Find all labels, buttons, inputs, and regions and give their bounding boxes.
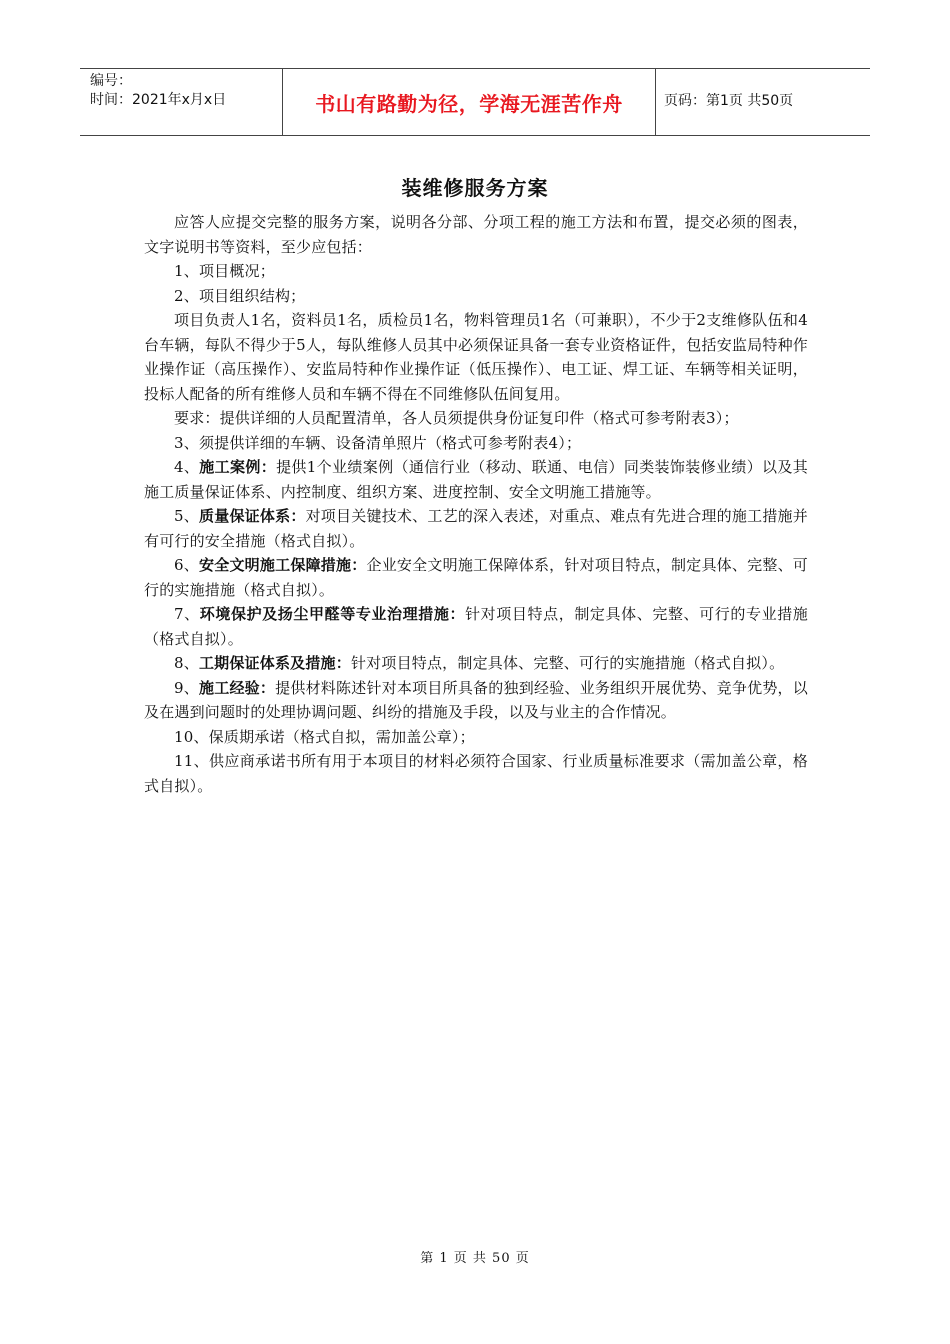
item-2: 2、项目组织结构； bbox=[174, 286, 306, 305]
item-8-label: 工期保证体系及措施： bbox=[198, 654, 351, 672]
item-4-text: 提供1个业绩案例（通信行业（移动、联通、电信）同类装饰装修业绩）以及其施工质量保证体系、内控制度、组织方案、进度控制、安全文明施工措施等。 bbox=[144, 458, 808, 501]
item-3: 3、须提供详细的车辆、设备清单照片（格式可参考附表4）； bbox=[174, 433, 582, 452]
item-4 bbox=[144, 455, 808, 504]
item-5-prefix: 5、 bbox=[174, 507, 199, 525]
item-5-text: 对项目关键技术、工艺的深入表述，对重点、难点有先进合理的施工措施并有可行的安全措施（格式自拟）。 bbox=[144, 507, 808, 550]
number-label: 编号： bbox=[90, 73, 132, 89]
item-9-text: 提供材料陈述针对本项目所具备的独到经验、业务组织开展优势、竞争优势，以及在遇到问题时的处理协调问题、纠纷的措施及手段，以及与业主的合作情况。 bbox=[144, 678, 808, 721]
intro-paragraph: 应答人应提交完整的服务方案，说明各分部、分项工程的施工方法和布置，提交必须的图表，文字说明书等资料，至少应包括： bbox=[144, 213, 808, 256]
item-4-prefix: 4、 bbox=[174, 458, 200, 476]
item-6-label: 安全文明施工保障措施： bbox=[199, 556, 367, 574]
item-7-text: 针对项目特点，制定具体、完整、可行的专业措施（格式自拟）。 bbox=[144, 605, 809, 648]
document-body bbox=[144, 210, 808, 798]
item-4-label: 施工案例： bbox=[199, 458, 277, 476]
requirement-paragraph: 要求：提供详细的人员配置清单，各人员须提供身份证复印件（格式可参考附表3）； bbox=[174, 409, 739, 427]
item-9-prefix: 9、 bbox=[174, 678, 199, 697]
item-7 bbox=[144, 602, 808, 651]
header-page-info: 页码：第1页 共50页 bbox=[664, 93, 794, 109]
item-8 bbox=[144, 651, 808, 676]
item-6-prefix: 6、 bbox=[174, 556, 199, 574]
page-footer: 第 1 页 共 50 页 bbox=[420, 1251, 530, 1266]
header-meta bbox=[80, 69, 283, 135]
item-6 bbox=[144, 553, 808, 602]
header-motto: 书山有路勤为径，学海无涯苦作舟 bbox=[283, 69, 656, 135]
item-9-label: 施工经验： bbox=[199, 678, 276, 697]
item-8-text: 针对项目特点，制定具体、完整、可行的实施措施（格式自拟）。 bbox=[350, 654, 785, 672]
item-1: 1、项目概况； bbox=[174, 262, 275, 280]
item-6-text: 企业安全文明施工保障体系，针对项目特点，制定具体、完整、可行的实施措施（格式自拟）。 bbox=[144, 556, 808, 599]
item-9 bbox=[144, 676, 808, 725]
document-title: 装维修服务方案 bbox=[401, 176, 549, 200]
item-10: 10、保质期承诺（格式自拟，需加盖公章）； bbox=[174, 727, 475, 746]
item-7-prefix: 7、 bbox=[174, 605, 200, 623]
item-5 bbox=[144, 504, 808, 553]
item-5-label: 质量保证体系： bbox=[199, 507, 306, 525]
item-11: 11、供应商承诺书所有用于本项目的材料必须符合国家、行业质量标准要求（需加盖公章，格式自拟）。 bbox=[144, 752, 808, 795]
time-label: 时间：2021年x月x日 bbox=[90, 92, 227, 108]
item-7-label: 环境保护及扬尘甲醛等专业治理措施： bbox=[199, 605, 466, 623]
item-8-prefix: 8、 bbox=[174, 654, 199, 672]
header-table bbox=[80, 68, 870, 136]
staffing-paragraph: 项目负责人1名，资料员1名，质检员1名，物料管理员1名（可兼职），不少于2支维修队伍和4台车辆，每队不得少于5人，每队维修人员其中必须保证具备一套专业资格证件，包括安监局特种作业操作证（高压操作）、安监局特种作业操作证（低压操作）、电工证、焊工证、车辆等相关证明，投标人配备的所有维修人员和车辆不得在不同维修队伍间复用。 bbox=[144, 311, 808, 403]
